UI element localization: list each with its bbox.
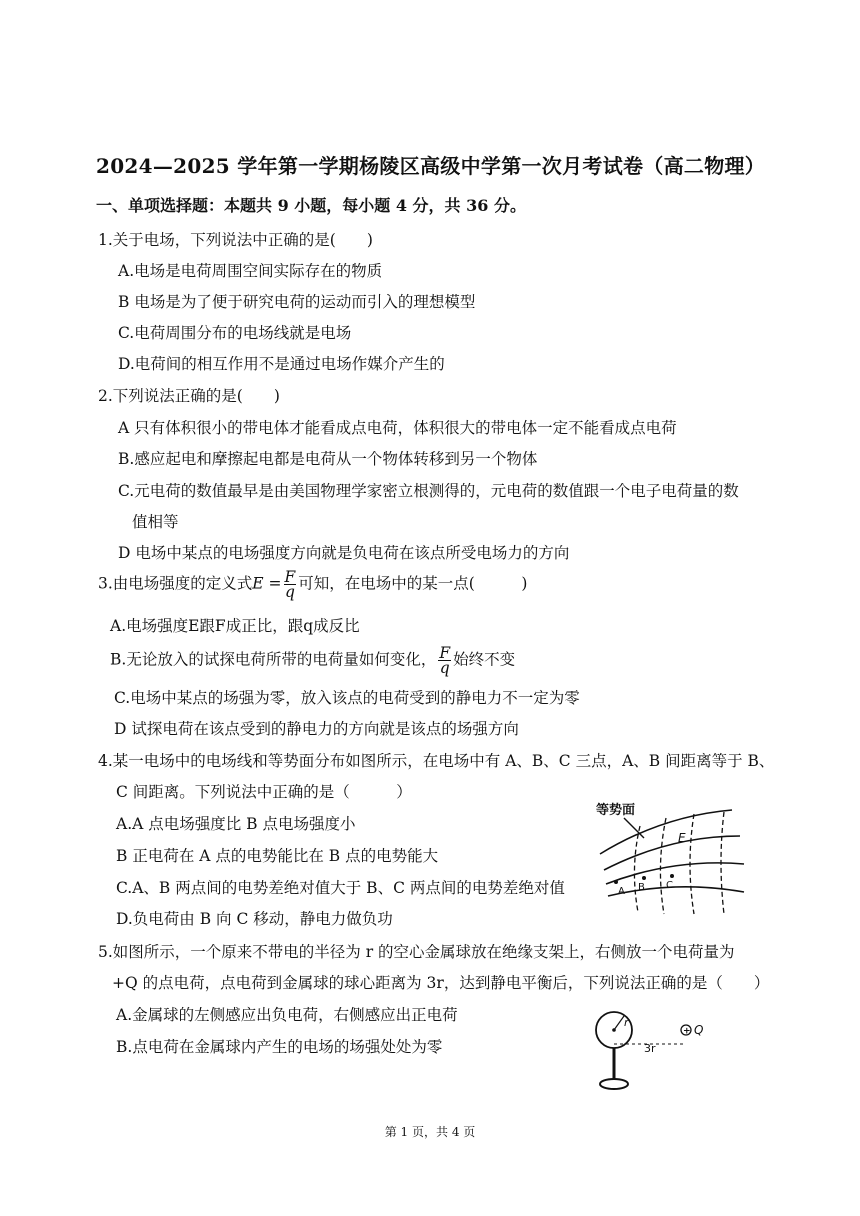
q1-option-c: C.电荷周围分布的电场线就是电场 [118, 324, 352, 342]
radius-line [614, 1016, 624, 1030]
q3-fraction [284, 570, 297, 599]
section-heading: 一、单项选择题：本题共 9 小题，每小题 4 分，共 36 分。 [96, 196, 526, 215]
q3-option-a: A.电场强度E跟F成正比，跟q成反比 [110, 617, 360, 635]
q4-option-c: C.A、B 两点间的电势差绝对值大于 B、C 两点间的电势差绝对值 [116, 879, 565, 897]
q4-option-b: B 正电荷在 A 点的电势能比在 B 点的电势能大 [116, 847, 439, 865]
point-a-dot [614, 880, 618, 884]
stand-base [600, 1079, 628, 1089]
distance-label: 3r [644, 1042, 656, 1055]
q2-option-d: D 电场中某点的电场强度方向就是负电荷在该点所受电场力的方向 [118, 544, 570, 562]
equipotential-label: 等势面 [596, 803, 636, 818]
q3-option-b-fraction [438, 646, 451, 675]
q3-formula-e: E = [252, 574, 282, 593]
q3-option-b-suffix: 始终不变 [453, 650, 516, 669]
q2-option-b: B.感应起电和摩擦起电都是电荷从一个物体转移到另一个物体 [118, 450, 538, 468]
point-charge-label: Q [694, 1023, 704, 1037]
q3-option-b [110, 646, 515, 675]
q3-stem-suffix: 可知，在电场中的某一点( ) [298, 574, 528, 593]
q5-option-a: A.金属球的左侧感应出负电荷，右侧感应出正电荷 [116, 1006, 458, 1024]
q5-stem-line2: +Q 的点电荷，点电荷到金属球的球心距离为 3r，达到静电平衡后，下列说法正确的是（ ） [112, 974, 770, 992]
field-e-label: E [678, 831, 686, 845]
exam-title: 2024—2025 学年第一学期杨陵区高级中学第一次月考试卷（高二物理） [96, 154, 766, 178]
q4-option-a: A.A 点电场强度比 B 点电场强度小 [116, 815, 356, 833]
q3-fraction-numerator: F [284, 568, 296, 586]
q1-stem: 1.关于电场，下列说法中正确的是( ) [98, 231, 373, 249]
q2-option-c-line1: C.元电荷的数值最早是由美国物理学家密立根测得的，元电荷的数值跟一个电子电荷量的数 [118, 482, 739, 500]
radius-label: r [624, 1016, 629, 1029]
point-b-dot [642, 876, 646, 880]
q2-stem: 2.下列说法正确的是( ) [98, 387, 280, 405]
equipotential-line-2 [660, 818, 666, 914]
point-a-label: A [618, 886, 625, 897]
q3-option-d: D 试探电荷在该点受到的静电力的方向就是该点的场强方向 [114, 720, 519, 738]
q2-option-c-line2: 值相等 [132, 513, 179, 531]
q3-stem-prefix: 3.由电场强度的定义式 [98, 574, 253, 593]
q1-option-d: D.电荷间的相互作用不是通过电场作媒介产生的 [118, 355, 445, 373]
q2-option-a: A 只有体积很小的带电体才能看成点电荷，体积很大的带电体一定不能看成点电荷 [118, 419, 677, 437]
q4-field-diagram [582, 796, 750, 918]
point-charge-sign: + [683, 1026, 691, 1037]
q4-option-d: D.负电荷由 B 向 C 移动，静电力做负功 [116, 910, 393, 928]
q5-stem-line1: 5.如图所示，一个原来不带电的半径为 r 的空心金属球放在绝缘支架上，右侧放一个电荷量为 [98, 943, 735, 961]
q3-option-c: C.电场中某点的场强为零，放入该点的电荷受到的静电力不一定为零 [114, 689, 580, 707]
q4-stem-line2: C 间距离。下列说法中正确的是（ ） [116, 783, 412, 801]
field-line-4 [608, 887, 744, 896]
q4-stem-line1: 4.某一电场中的电场线和等势面分布如图所示，在电场中有 A、B、C 三点，A、B 间距离等于 B、 [98, 752, 775, 770]
q3-option-b-numerator: F [439, 644, 451, 662]
q1-option-a: A.电场是电荷周围空间实际存在的物质 [118, 262, 383, 280]
point-c-label: C [666, 880, 673, 891]
q3-option-b-denominator: q [439, 659, 450, 677]
q3-option-b-prefix: B.无论放入的试探电荷所带的电荷量如何变化， [110, 650, 437, 669]
point-c-dot [670, 874, 674, 878]
page-footer: 第 1 页，共 4 页 [384, 1125, 476, 1139]
equipotential-line-1 [634, 826, 640, 912]
q5-option-b: B.点电荷在金属球内产生的电场的场强处处为零 [116, 1038, 443, 1056]
point-b-label: B [638, 882, 645, 893]
field-line-3 [606, 863, 744, 884]
q3-stem [98, 570, 527, 599]
q3-fraction-denominator: q [284, 583, 295, 601]
q1-option-b: B 电场是为了便于研究电荷的运动而引入的理想模型 [118, 293, 476, 311]
q5-sphere-diagram [588, 1008, 738, 1096]
